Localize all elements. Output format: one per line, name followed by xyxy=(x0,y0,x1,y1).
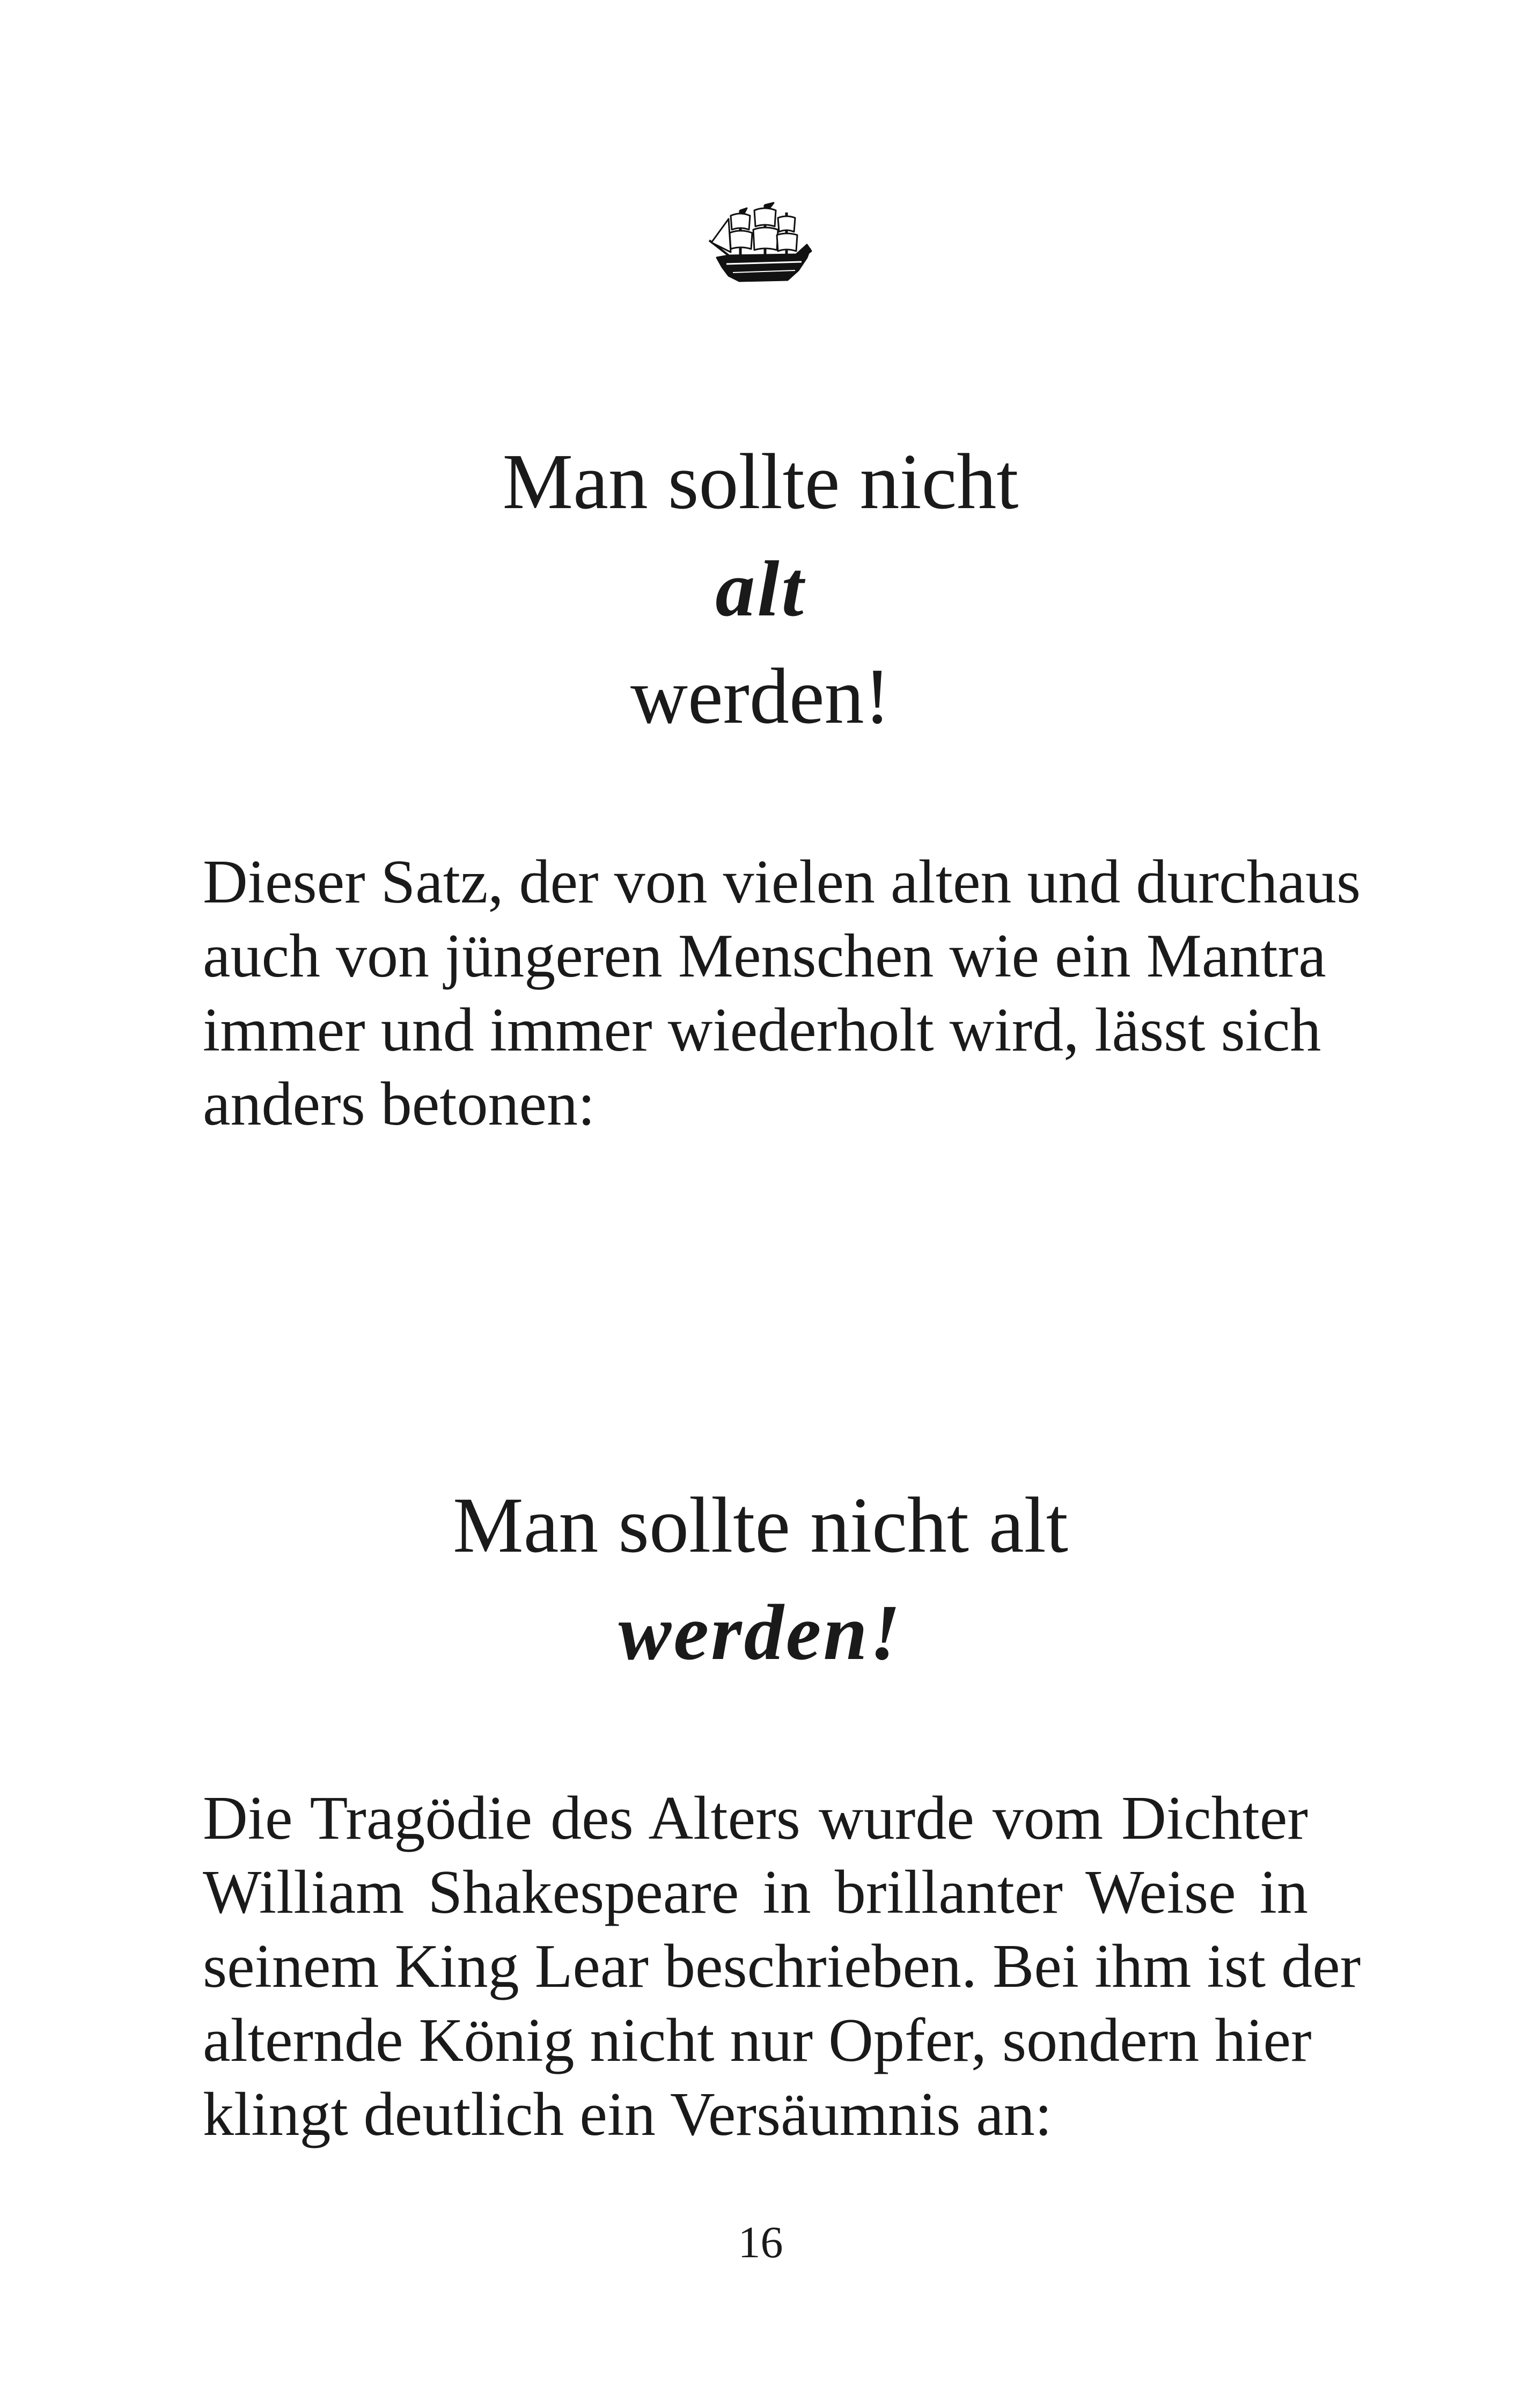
section2-paragraph xyxy=(203,1781,1361,2152)
sailing-ship-icon xyxy=(707,200,814,291)
paragraph-line: William Shakespeare in brillanter Weise in xyxy=(203,1858,1308,1927)
section1-paragraph xyxy=(203,845,1361,1141)
section2-heading-emphasis: werden! xyxy=(618,1589,903,1677)
paragraph-line: immer und immer wiederholt wird, lässt sich xyxy=(203,996,1321,1064)
section1-heading-emphasis: alt xyxy=(715,545,806,633)
section1-heading-line1: Man sollte nicht xyxy=(502,438,1019,526)
paragraph-line: seinem King Lear beschrieben. Bei ihm ist der xyxy=(203,1932,1361,2001)
paragraph-line: alternde König nicht nur Opfer, sondern hier xyxy=(203,2006,1312,2075)
paragraph-line: auch von jüngeren Menschen wie ein Mantra xyxy=(203,922,1326,990)
page-number: 16 xyxy=(738,2218,783,2267)
paragraph-line: Dieser Satz, der von vielen alten und durchaus xyxy=(203,848,1361,916)
paragraph-line: klingt deutlich ein Versäumnis an: xyxy=(203,2080,1052,2149)
section1-heading-line3: werden! xyxy=(630,652,891,740)
paragraph-line: anders betonen: xyxy=(203,1070,596,1139)
section2-heading-line1: Man sollte nicht alt xyxy=(453,1481,1068,1569)
paragraph-line: Die Tragödie des Alters wurde vom Dichter xyxy=(203,1784,1308,1853)
